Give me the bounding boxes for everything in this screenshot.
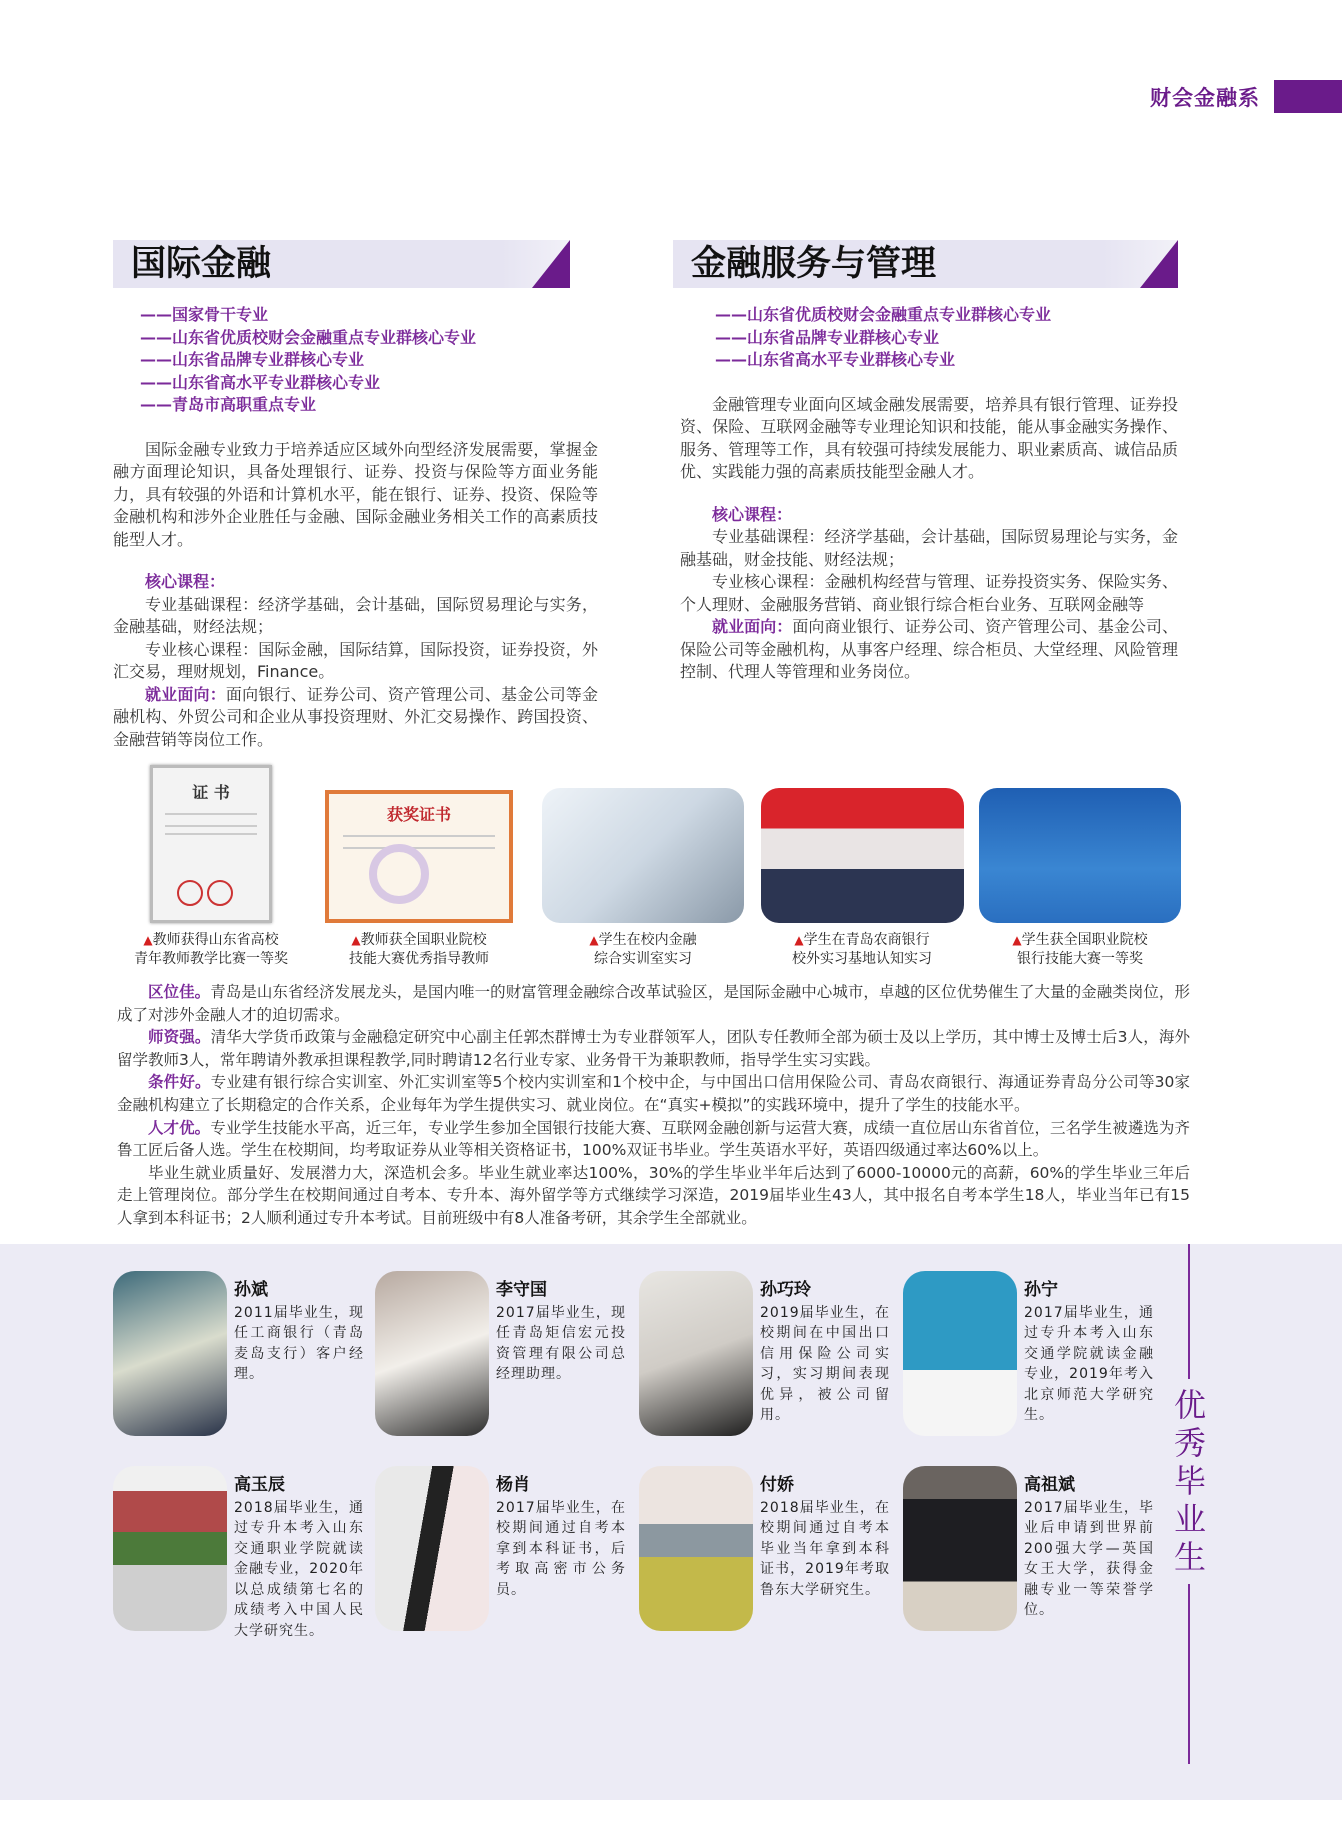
photo-strip [113,765,1193,969]
left-badges [140,304,598,417]
core-main: 专业核心课程：国际金融，国际结算，国际投资，证券投资，外汇交易，理财规划，Finance。 [113,639,598,681]
alumni-card [903,1271,1165,1436]
alumni-card [639,1466,903,1642]
caption-4 [792,931,932,969]
photo-item [113,765,309,969]
alumni-card [113,1466,375,1642]
alumni-photo [375,1466,489,1631]
core-basic: 专业基础课程：经济学基础，会计基础，国际贸易理论与实务，金融基础，财金技能、财经法规； [680,527,1178,569]
photo-item [971,765,1189,969]
badge: ——山东省高水平专业群核心专业 [140,372,381,392]
caption-3 [589,931,696,969]
core-main: 专业核心课程：金融机构经营与管理、证券投资实务、保险实务、个人理财、金融服务营销、商业银行综合柜台业务、互联网金融等 [680,572,1178,614]
right-column [680,240,1178,684]
feature-text: 专业学生技能水平高，近三年，专业学生参加全国银行技能大赛、互联网金融创新与运营大赛，成绩一直位居山东省首位，三名学生被遴选为齐鲁工匠后备人选。学生在校期间，均考取证券从业等相关资格证书，100%双证书毕业。学生英语水平好，英语四级通过率达60%以上。 [117,1118,1190,1160]
job-label: 就业面向： [145,684,226,704]
badge: ——山东省高水平专业群核心专业 [715,350,956,369]
caption-line: 技能大赛优秀指导教师 [349,951,489,967]
gear-logo-icon [369,844,429,904]
certificate-image-2 [325,790,513,923]
photo-bank-internship [761,788,964,923]
caption-line: 教师获得山东省高校 [152,932,279,948]
feature-label: 条件好。 [148,1073,211,1092]
feature-text: 专业建有银行综合实训室、外汇实训室等5个校内实训室和1个校中企，与中国出口信用保险公司、青岛农商银行、海通证券青岛分公司等30家金融机构建立了长期稳定的合作关系，企业每年为学生提供实习、就业岗位。在“真实+模拟”的实践环境中，提升了学生的技能水平。 [117,1073,1190,1114]
alumni-card [375,1271,639,1436]
alumni-section [0,1244,1342,1800]
alumni-name: 孙斌 [234,1279,268,1300]
alumni-desc: 2017届毕业生，在校期间通过自考本拿到本科证书，后考取高密市公务员。 [496,1499,626,1598]
right-badges [715,304,1178,372]
badge: ——山东省优质校财会金融重点专业群核心专业 [715,305,1052,324]
alumni-name: 李守国 [496,1279,547,1300]
caption-line: 银行技能大赛一等奖 [1016,951,1143,967]
alumni-photo [903,1466,1017,1631]
divider-line [1188,1584,1190,1764]
triangle-bullet-icon: ▲ [351,933,361,947]
right-courses [680,504,1178,684]
alumni-desc: 2011届毕业生，现任工商银行（青岛麦岛支行）客户经理。 [234,1304,364,1383]
alumni-name: 高玉辰 [234,1474,285,1495]
right-intro [680,394,1178,484]
divider-line [1188,1244,1190,1379]
triangle-bullet-icon: ▲ [589,933,599,947]
section-title: 国际金融 [131,243,272,284]
triangle-bullet-icon: ▲ [143,933,153,947]
badge: ——国家骨干专业 [140,305,269,324]
job-label: 就业面向： [712,617,793,636]
caption-line: 学生获全国职业院校 [1021,932,1148,948]
alumni-photo [903,1271,1017,1436]
program-columns [113,240,1342,751]
alumni-card [113,1271,375,1436]
caption-line: 学生在校内金融 [598,932,697,948]
department-label: 财会金融系 [1150,86,1260,110]
caption-2 [349,931,489,969]
core-label: 核心课程： [145,572,226,591]
alumni-grid [113,1271,1165,1642]
job-text: 面向商业银行、证券公司、资产管理公司、基金公司、保险公司等金融机构，从事客户经理、综合柜员、大堂经理、风险管理控制、代理人等管理和业务岗位。 [680,617,1178,681]
alumni-name: 杨肖 [496,1474,530,1495]
alumni-desc: 2017届毕业生，现任青岛矩信宏元投资管理有限公司总经理助理。 [496,1304,626,1383]
job-text: 面向银行、证券公司、资产管理公司、基金公司等金融机构、外贸公司和企业从事投资理财、外汇交易操作、跨国投资、金融营销等岗位工作。 [113,684,598,749]
alumni-name: 孙宁 [1024,1279,1058,1300]
photo-skills-contest [979,788,1181,923]
feature-text: 毕业生就业质量好、发展潜力大，深造机会多。毕业生就业率达100%，30%的学生毕业半年后达到了6000-10000元的高薪，60%的学生毕业三年后走上管理岗位。部分学生在校期间通过自考本、专升本、海外留学等方式继续学习深造，2019届毕业生43人，其中报名自考本学生18人，毕业当年已有15人拿到本科证书；2人顺利通过专升本考试。目前班级中有8人准备考研，其余学生全部就业。 [117,1163,1190,1227]
alumni-desc: 2018届毕业生，通过专升本考入山东交通职业学院就读金融专业，2020年以总成绩第七名的成绩考入中国人民大学研究生。 [234,1499,364,1639]
section-title: 金融服务与管理 [691,243,937,284]
alumni-card [639,1271,903,1436]
badge: ——山东省品牌专业群核心专业 [715,327,940,347]
photo-item [753,765,971,969]
alumni-card [903,1466,1165,1642]
alumni-photo [113,1466,227,1631]
feature-label: 区位佳。 [148,983,211,1001]
triangle-bullet-icon: ▲ [1012,933,1022,947]
core-label: 核心课程： [712,504,793,524]
seal-icon [207,880,233,906]
left-courses [113,571,598,751]
alumni-card [375,1466,639,1642]
alumni-desc: 2017届毕业生，毕业后申请到世界前200强大学—英国女王大学，获得金融专业一等荣誉学位。 [1024,1499,1154,1619]
alumni-photo [639,1466,753,1631]
triangle-bullet-icon: ▲ [794,933,804,947]
photo-training-room [542,788,744,923]
caption-line: 学生在青岛农商银行 [803,932,930,948]
intro-text: 国际金融专业致力于培养适应区域外向型经济发展需要，掌握金融方面理论知识，具备处理银行、证券、投资与保险等方面业务能力，具有较强的外语和计算机水平，能在银行、证券、投资、保险等金融机构和涉外企业胜任与金融、国际金融业务相关工作的高素质技能型人才。 [113,439,598,549]
alumni-name: 高祖斌 [1024,1474,1075,1495]
feature-text: 清华大学货币政策与金融稳定研究中心副主任郭杰群博士为专业群领军人，团队专任教师全部为硕士及以上学历，其中博士及博士后3人，海外留学教师3人，常年聘请外教承担课程教学,同时聘请12名行业专家、业务骨干为兼职教师，指导学生实习实践。 [117,1028,1190,1069]
caption-line: 校外实习基地认知实习 [792,951,932,967]
section-title-bar-finance-service [673,240,1178,288]
photo-item [533,765,753,969]
alumni-photo [375,1271,489,1436]
caption-line: 教师获全国职业院校 [360,932,487,948]
core-basic: 专业基础课程：经济学基础，会计基础，国际贸易理论与实务，金融基础，财经法规； [113,594,598,636]
alumni-photo [113,1271,227,1436]
certificate-image-1 [150,765,272,923]
feature-text: 青岛是山东省经济发展龙头，是国内唯一的财富管理金融综合改革试验区，是国际金融中心城市，卓越的区位优势催生了大量的金融类岗位，形成了对涉外金融人才的迫切需求。 [117,983,1190,1024]
alumni-section-label: 优秀毕业生 [1173,1385,1206,1576]
alumni-desc: 2017届毕业生，通过专升本考入山东交通学院就读金融专业，2019年考入北京师范大学研究生。 [1024,1304,1154,1424]
section-title-bar-international-finance [113,240,570,288]
alumni-desc: 2018届毕业生，在校期间通过自考本毕业当年拿到本科证书，2019年考取鲁东大学研究生。 [760,1499,890,1598]
cert-title: 证 书 [192,783,230,802]
badge: ——山东省品牌专业群核心专业 [140,350,365,369]
left-intro [113,439,598,552]
caption-1 [134,931,288,969]
badge: ——山东省优质校财会金融重点专业群核心专业 [140,327,477,347]
seal-icon [177,880,203,906]
alumni-photo [639,1271,753,1436]
photo-item [313,765,525,969]
cert-title: 获奖证书 [386,805,451,824]
features-section [117,981,1190,1230]
alumni-name: 付娇 [760,1474,794,1495]
feature-label: 师资强。 [148,1028,211,1047]
header-accent-bar [1274,80,1342,113]
caption-5 [1012,931,1147,969]
left-column [113,240,598,751]
alumni-name: 孙巧玲 [760,1279,811,1300]
badge: ——青岛市高职重点专业 [140,395,317,414]
intro-text: 金融管理专业面向区域金融发展需要，培养具有银行管理、证券投资、保险、互联网金融等专业理论知识和技能，能从事金融实务操作、服务、管理等工作，具有较强可持续发展能力、职业素质高、诚信品质优、实践能力强的高素质技能型金融人才。 [680,394,1178,481]
feature-label: 人才优。 [148,1118,211,1137]
caption-line: 青年教师教学比赛一等奖 [134,951,288,967]
caption-line: 综合实训室实习 [593,951,692,967]
alumni-desc: 2019届毕业生，在校期间在中国出口信用保险公司实习，实习期间表现优异，被公司留用。 [760,1304,890,1424]
